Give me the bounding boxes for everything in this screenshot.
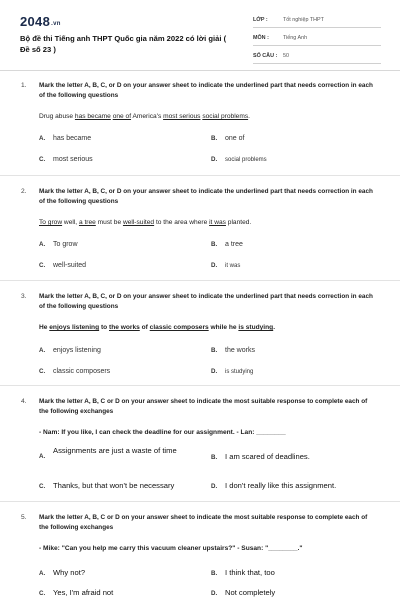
question-item [0,281,400,386]
meta-value: Tốt nghiệp THPT [283,17,324,23]
question-instruction: Mark the letter A, B, C, or D on your answer sheet to indicate the underlined part that needs correction in each of the following questions [39,188,373,205]
stem-text: to [99,324,109,331]
underlined-part: To grow [39,219,63,226]
option-c[interactable] [39,368,110,375]
option-letter: A. [39,453,46,460]
option-letter: C. [39,156,46,163]
meta-row-count [253,50,381,64]
stem-text: . [273,324,276,331]
stem-text: to the area where [154,219,210,226]
question-item [0,386,400,502]
option-text: I don't really like this assignment. [225,481,337,490]
question-item [0,70,400,176]
option-b[interactable] [211,347,255,354]
question-number: 5. [21,514,27,521]
question-number: 3. [21,293,27,300]
option-letter: A. [39,241,46,248]
answer-blank: ________ [256,429,286,436]
option-text: classic composers [53,368,111,375]
question-stem [39,113,379,120]
question-stem [39,219,379,226]
stem-text: - Mike: "Can you help me carry this vacuum cleaner upstairs?" - Susan: " [39,545,269,552]
exam-meta [253,14,381,64]
meta-value: Tiếng Anh [283,35,308,41]
logo-sub: .vn [51,21,61,27]
underlined-part: one of [112,113,132,120]
option-d[interactable] [211,368,253,375]
option-text: the works [225,347,255,354]
option-b[interactable] [211,135,244,142]
question-stem [39,429,379,436]
option-letter: D. [211,156,218,163]
option-text: is studying [225,369,254,375]
option-a[interactable] [39,347,101,354]
option-text: Yes, I'm afraid not [53,588,114,597]
option-c[interactable] [39,481,174,490]
stem-text: . [248,113,250,120]
question-number: 2. [21,188,27,195]
question-instruction: Mark the letter A, B, C, or D on your answer sheet to indicate the underlined part that needs correction in each of the following questions [39,293,373,310]
logo-main: 2048 [20,14,51,29]
option-d[interactable] [211,156,267,163]
option-text: Assignments are just a waste of time [53,446,177,455]
stem-text: planted. [225,219,252,226]
option-letter: C. [39,368,46,375]
option-text: To grow [53,241,78,248]
underlined-part: social problems [202,113,249,120]
question-number: 1. [21,82,27,89]
meta-row-class [253,14,381,28]
option-text: social problems [225,157,267,163]
option-letter: D. [211,483,218,490]
stem-text: ." [297,545,303,552]
option-letter: B. [211,135,218,142]
option-letter: B. [211,454,218,461]
question-stem [39,324,379,331]
option-letter: A. [39,135,46,142]
question-instruction: Mark the letter A, B, C or D on your answer sheet to indicate the most suitable response to complete each of the following exchanges [39,514,368,531]
meta-key: LỚP : [253,17,268,23]
stem-text: Drug abuse [39,113,75,120]
option-letter: C. [39,590,46,597]
option-text: well-suited [53,262,87,269]
option-c[interactable] [39,588,113,597]
stem-text: well, [62,219,79,226]
underlined-part: most serious [163,113,201,120]
option-d[interactable] [211,588,275,597]
meta-value: 50 [283,53,289,59]
option-letter: D. [211,590,218,597]
stem-text: America's [131,113,164,120]
meta-key: SỐ CÂU : [253,53,278,59]
option-text: I think that, too [225,568,275,577]
option-text: one of [225,135,245,142]
underlined-part: the works [109,324,140,331]
option-letter: B. [211,347,218,354]
question-instruction: Mark the letter A, B, C or D on your answer sheet to indicate the most suitable response to complete each of the following exchanges [39,398,368,415]
option-text: Thanks, but that won't be necessary [53,481,175,490]
page-header [0,0,400,71]
option-c[interactable] [39,156,93,163]
option-letter: D. [211,262,218,269]
question-item [0,176,400,281]
meta-row-subject [253,32,381,46]
option-a[interactable] [39,446,179,460]
underlined-part: is studying [238,324,274,331]
question-instruction: Mark the letter A, B, C, or D on your answer sheet to indicate the underlined part that needs correction in each of the following questions [39,82,373,99]
option-letter: D. [211,368,218,375]
option-letter: A. [39,570,46,577]
option-letter: C. [39,483,46,490]
option-letter: C. [39,262,46,269]
option-text: Why not? [53,568,86,577]
option-text: I am scared of deadlines. [225,452,310,461]
option-letter: A. [39,347,46,354]
question-item [0,502,400,600]
underlined-part: a tree [78,219,96,226]
option-a[interactable] [39,241,78,248]
question-number: 4. [21,398,27,405]
stem-text: must be [95,219,123,226]
meta-key: MÔN : [253,35,269,41]
option-letter: B. [211,241,218,248]
stem-text: He [39,324,50,331]
underlined-part: well-suited [122,219,155,226]
option-text: has became [53,135,92,142]
option-a[interactable] [39,135,91,142]
stem-text: - Nam: If you like, I can check the deadline for our assignment. - Lan: [39,429,257,436]
question-stem [39,545,379,552]
option-b[interactable] [211,452,310,461]
site-logo[interactable] [20,14,61,29]
underlined-part: classic composers [149,324,209,331]
underlined-part: it was [209,219,226,226]
stem-text: of [139,324,150,331]
document-title: Bộ đề thi Tiếng anh THPT Quốc gia năm 2022 có lời giải ( Đề số 23 ) [20,34,227,54]
option-c[interactable] [39,262,86,269]
option-text: it was [225,263,241,269]
option-text: most serious [53,156,93,163]
option-text: Not completely [225,588,276,597]
underlined-part: enjoys listening [49,324,100,331]
option-a[interactable] [39,568,85,577]
option-b[interactable] [211,568,275,577]
option-text: enjoys listening [53,347,101,354]
stem-text: while he [208,324,239,331]
option-text: a tree [225,241,243,248]
underlined-part: has became [74,113,111,120]
option-b[interactable] [211,241,243,248]
option-d[interactable] [211,481,336,490]
option-d[interactable] [211,262,240,269]
option-letter: B. [211,570,218,577]
answer-blank: ________ [268,545,298,552]
question-list [0,70,400,600]
